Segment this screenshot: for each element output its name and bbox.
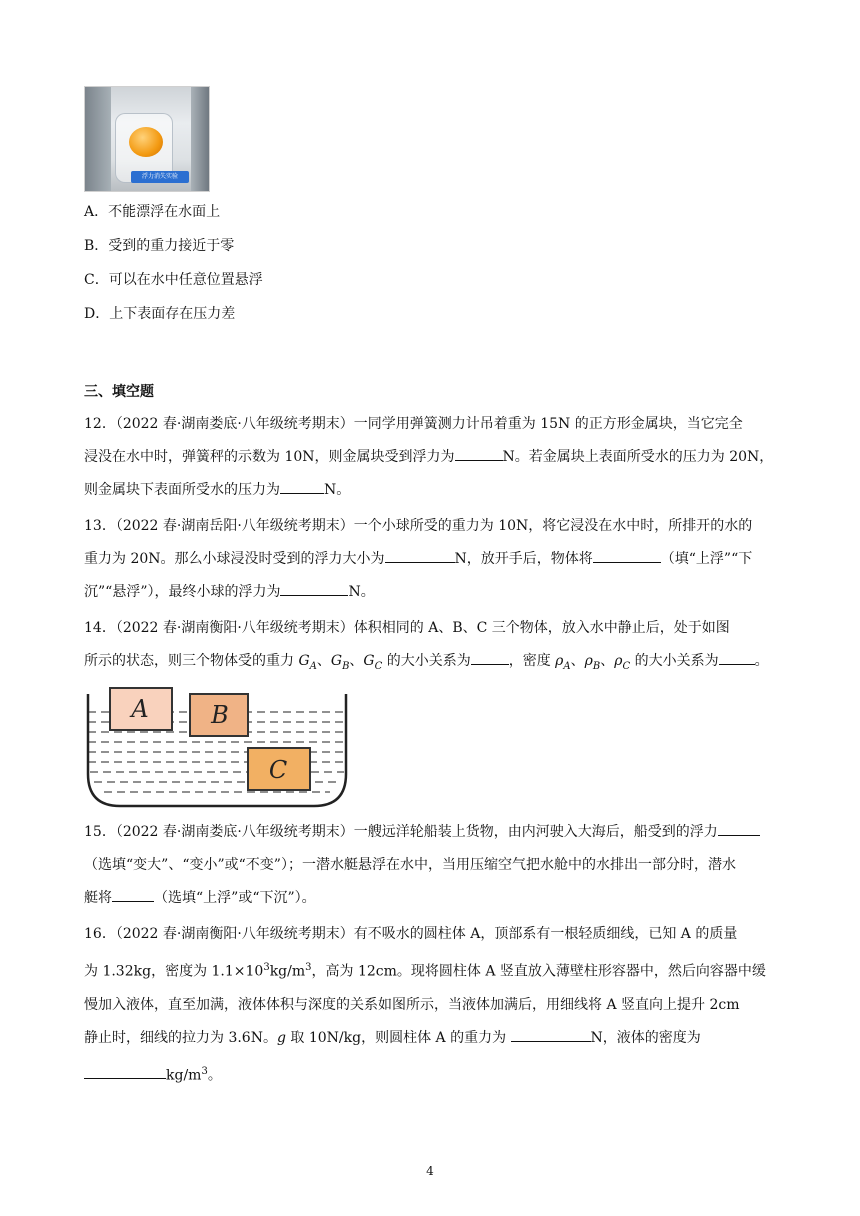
block-b-label: B — [211, 701, 229, 729]
answer-blank[interactable] — [112, 887, 154, 902]
answer-blank[interactable] — [280, 581, 348, 596]
option-a: A．不能漂浮在水面上 — [84, 204, 221, 220]
question-15: 15．（2022 春·湖南娄底·八年级统考期末）一艘远洋轮船装上货物，由内河驶入大海后，船受到的浮力 （选填“变大”、“变小”或“不变”）；一潜水艇悬浮在水中，当用压缩空气把水舱中的水排出一部分时，潜水 艇将 （选填“上浮”或“下沉”）。 — [84, 816, 780, 915]
answer-blank[interactable] — [718, 821, 760, 836]
answer-blank[interactable] — [84, 1064, 166, 1079]
answer-blank[interactable] — [280, 479, 324, 494]
answer-blank[interactable] — [719, 650, 755, 665]
question-16: 16．（2022 春·湖南衡阳·八年级统考期末）有不吸水的圆柱体 A，顶部系有一根轻质细线，已知 A 的质量 为 1.32kg，密度为 $1.1\times 10^3kg/m^3$，高为 12cm。现将圆柱体 A 竖直放入薄壁柱形容器中，然后向容器中缓 慢加入液体，直至加满，液体体积与深度的关系如图所示，当液体加满后，用细线将 A 竖直向上提升 2cm 静止时，细线的拉力为 3.6N。g 取 10N/kg，则圆柱体 A 的重力为 N，液体的密度为 $kg/m^3$。 — [84, 926, 766, 1084]
option-d: D．上下表面存在压力差 — [84, 306, 236, 322]
experiment-photo — [84, 86, 210, 192]
buoyancy-figure — [84, 686, 350, 810]
question-14: 14．（2022 春·湖南衡阳·八年级统考期末）体积相同的 A、B、C 三个物体，放入水中静止后，处于如图 所示的状态，则三个物体受的重力 $G_A$、$G_B$、$G_C$ 的大小关系为 ，密度 $\rho_A$、$\rho_B$、$\rho_C$ 的大小关系为 。 — [84, 620, 769, 672]
question-13: 13．（2022 春·湖南岳阳·八年级统考期末）一个小球所受的重力为 10N，将它浸没在水中时，所排开的水的 重力为 20N。那么小球浸没时受到的浮力大小为 N，放开手后，物体将 （填“上浮”“下 沉”“悬浮”），最终小球的浮力为 N。 — [84, 518, 753, 600]
answer-blank[interactable] — [593, 548, 661, 563]
photo-wall-left — [85, 87, 111, 191]
block-c-label: C — [268, 756, 288, 784]
orange-ball — [129, 127, 163, 157]
page-number: 4 — [426, 1164, 434, 1178]
answer-blank[interactable] — [511, 1027, 591, 1042]
answer-blank[interactable] — [455, 446, 503, 461]
answer-blank[interactable] — [471, 650, 509, 665]
section-title: 三、填空题 — [84, 384, 154, 400]
answer-blank[interactable] — [385, 548, 455, 563]
question-12: 12．（2022 春·湖南娄底·八年级统考期末）一同学用弹簧测力计吊着重为 15N 的正方形金属块，当它完全 浸没在水中时，弹簧秤的示数为 10N，则金属块受到浮力为 N。若金属块上表面所受水的压力为 20N， 则金属块下表面所受水的压力为 N。 — [84, 416, 774, 498]
photo-wall-right — [191, 87, 209, 191]
option-b: B．受到的重力接近于零 — [84, 238, 235, 254]
option-c: C．可以在水中任意位置悬浮 — [84, 272, 263, 288]
photo-caption: 浮力消失实验 — [131, 171, 189, 183]
block-a-label: A — [131, 695, 149, 723]
